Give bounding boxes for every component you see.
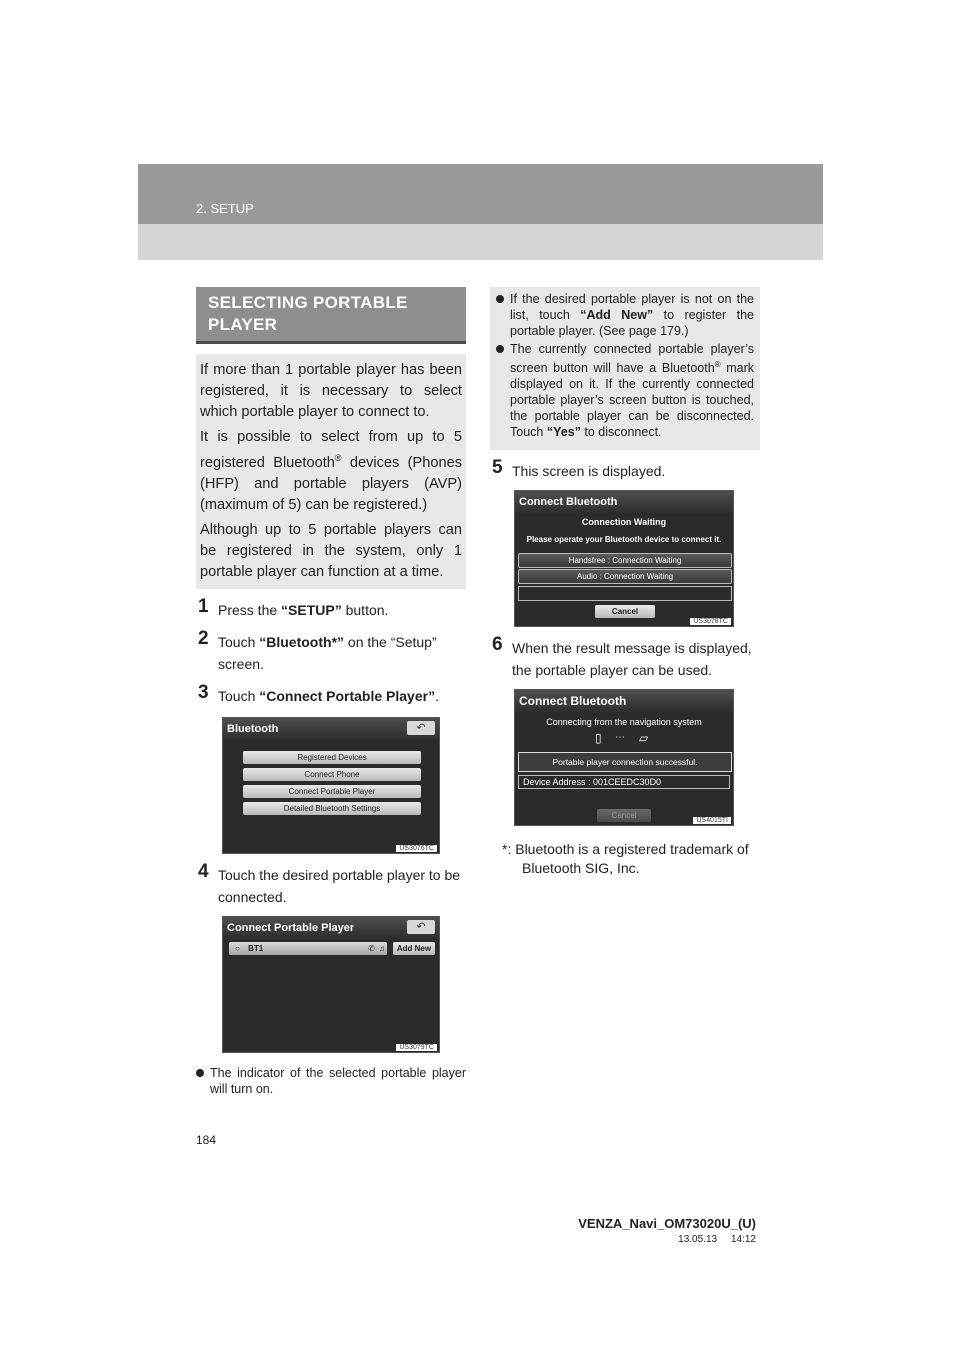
section-label: 2. SETUP bbox=[196, 201, 254, 216]
header-subband bbox=[138, 224, 823, 260]
connection-success-screenshot bbox=[514, 689, 734, 826]
step-5: 5 This screen is displayed. bbox=[492, 457, 666, 480]
phone-icon: ▯ bbox=[595, 731, 602, 746]
audio-icon: ♫ bbox=[379, 943, 385, 953]
result-message: Portable player connection successful. bbox=[518, 752, 732, 772]
section-title-line1: SELECTING PORTABLE bbox=[208, 293, 408, 312]
screen-title: Bluetooth bbox=[223, 718, 439, 740]
image-code: US3078TC bbox=[690, 618, 731, 625]
device-address: Device Address : 001CEEDC30D0 bbox=[518, 775, 730, 789]
cancel-button[interactable]: Cancel bbox=[597, 809, 651, 822]
bluetooth-menu-screenshot bbox=[222, 717, 440, 854]
step-3: 3 Touch “Connect Portable Player”. bbox=[198, 681, 439, 704]
audio-status-row: Audio : Connection Waiting bbox=[518, 569, 732, 584]
left-column bbox=[196, 287, 466, 1097]
handsfree-status-row: Handsfree : Connection Waiting bbox=[518, 553, 732, 568]
screen-title: Connect Portable Player bbox=[223, 917, 439, 939]
step-6: 6 When the result message is displayed, the portable player can be used. bbox=[492, 634, 752, 679]
screen-title: Connect Bluetooth bbox=[515, 690, 733, 712]
connection-arrow-icon: ⋯ bbox=[615, 732, 625, 744]
detailed-bluetooth-settings-button[interactable]: Detailed Bluetooth Settings bbox=[243, 802, 421, 815]
add-new-note: If the desired portable player is not on the list, touch “Add New” to register the portable player. (See page 179.) bbox=[496, 291, 754, 339]
intro-box bbox=[196, 354, 466, 589]
connection-instruction: Please operate your Bluetooth device to connect it. bbox=[526, 535, 722, 545]
connect-portable-player-screenshot bbox=[222, 916, 440, 1053]
image-code: US3076TC bbox=[396, 845, 437, 852]
section-heading bbox=[196, 287, 466, 344]
bluetooth-icon: ○ bbox=[235, 943, 240, 953]
trademark-footnote: *: Bluetooth is a registered trademark of Bluetooth SIG, Inc. bbox=[502, 841, 749, 877]
back-button[interactable]: ↶ bbox=[407, 721, 435, 735]
phone-icon: ✆ bbox=[368, 943, 375, 953]
image-code: US4015TI bbox=[693, 817, 731, 824]
intro-paragraph-2: It is possible to select from up to 5 registered Bluetooth® devices (Phones (HFP) and portable players (AVP) (maximum of 5) can be registered.) bbox=[200, 429, 462, 513]
add-new-button[interactable]: Add New bbox=[393, 942, 435, 955]
cancel-button[interactable]: Cancel bbox=[595, 605, 655, 618]
device-button-bt1[interactable]: ○ BT1 ✆ ♫ bbox=[229, 942, 387, 955]
intro-paragraph-3: Although up to 5 portable players can be registered in the system, only 1 portable player can function at a time. bbox=[200, 521, 462, 580]
connection-waiting-screenshot bbox=[514, 490, 734, 627]
image-code: US3079TC bbox=[396, 1044, 437, 1051]
step-1: 1 Press the “SETUP” button. bbox=[198, 595, 389, 618]
connect-portable-player-button[interactable]: Connect Portable Player bbox=[243, 785, 421, 798]
document-timestamp: 13.05.13 14:12 bbox=[678, 1234, 756, 1245]
step-2: 2 Touch “Bluetooth*” on the “Setup” screen. bbox=[198, 627, 437, 672]
document-id: VENZA_Navi_OM73020U_(U) bbox=[578, 1216, 756, 1231]
intro-paragraph-1: If more than 1 portable player has been registered, it is necessary to select which portable player to connect to. bbox=[200, 362, 462, 420]
empty-row bbox=[518, 586, 732, 601]
screen-title: Connect Bluetooth bbox=[515, 491, 733, 513]
indicator-note: The indicator of the selected portable player will turn on. bbox=[196, 1065, 466, 1097]
connection-status: Connection Waiting bbox=[581, 517, 667, 528]
connection-status: Connecting from the navigation system bbox=[546, 717, 702, 728]
portable-player-icon: ▱ bbox=[639, 731, 649, 746]
registered-devices-button[interactable]: Registered Devices bbox=[243, 751, 421, 764]
step-4: 4 Touch the desired portable player to be connected. bbox=[198, 860, 461, 905]
right-column bbox=[490, 287, 760, 878]
connected-player-note: The currently connected portable player’s screen button will have a Bluetooth® mark displayed on it. If the currently connected portable player’s screen button is touched, the portable player can be disconnected. Touch “Yes” to disconnect. bbox=[496, 341, 754, 440]
page-number: 184 bbox=[196, 1133, 217, 1147]
section-title-line2: PLAYER bbox=[208, 315, 278, 334]
connect-phone-button[interactable]: Connect Phone bbox=[243, 768, 421, 781]
notes-box bbox=[490, 287, 760, 450]
back-button[interactable]: ↶ bbox=[407, 920, 435, 934]
